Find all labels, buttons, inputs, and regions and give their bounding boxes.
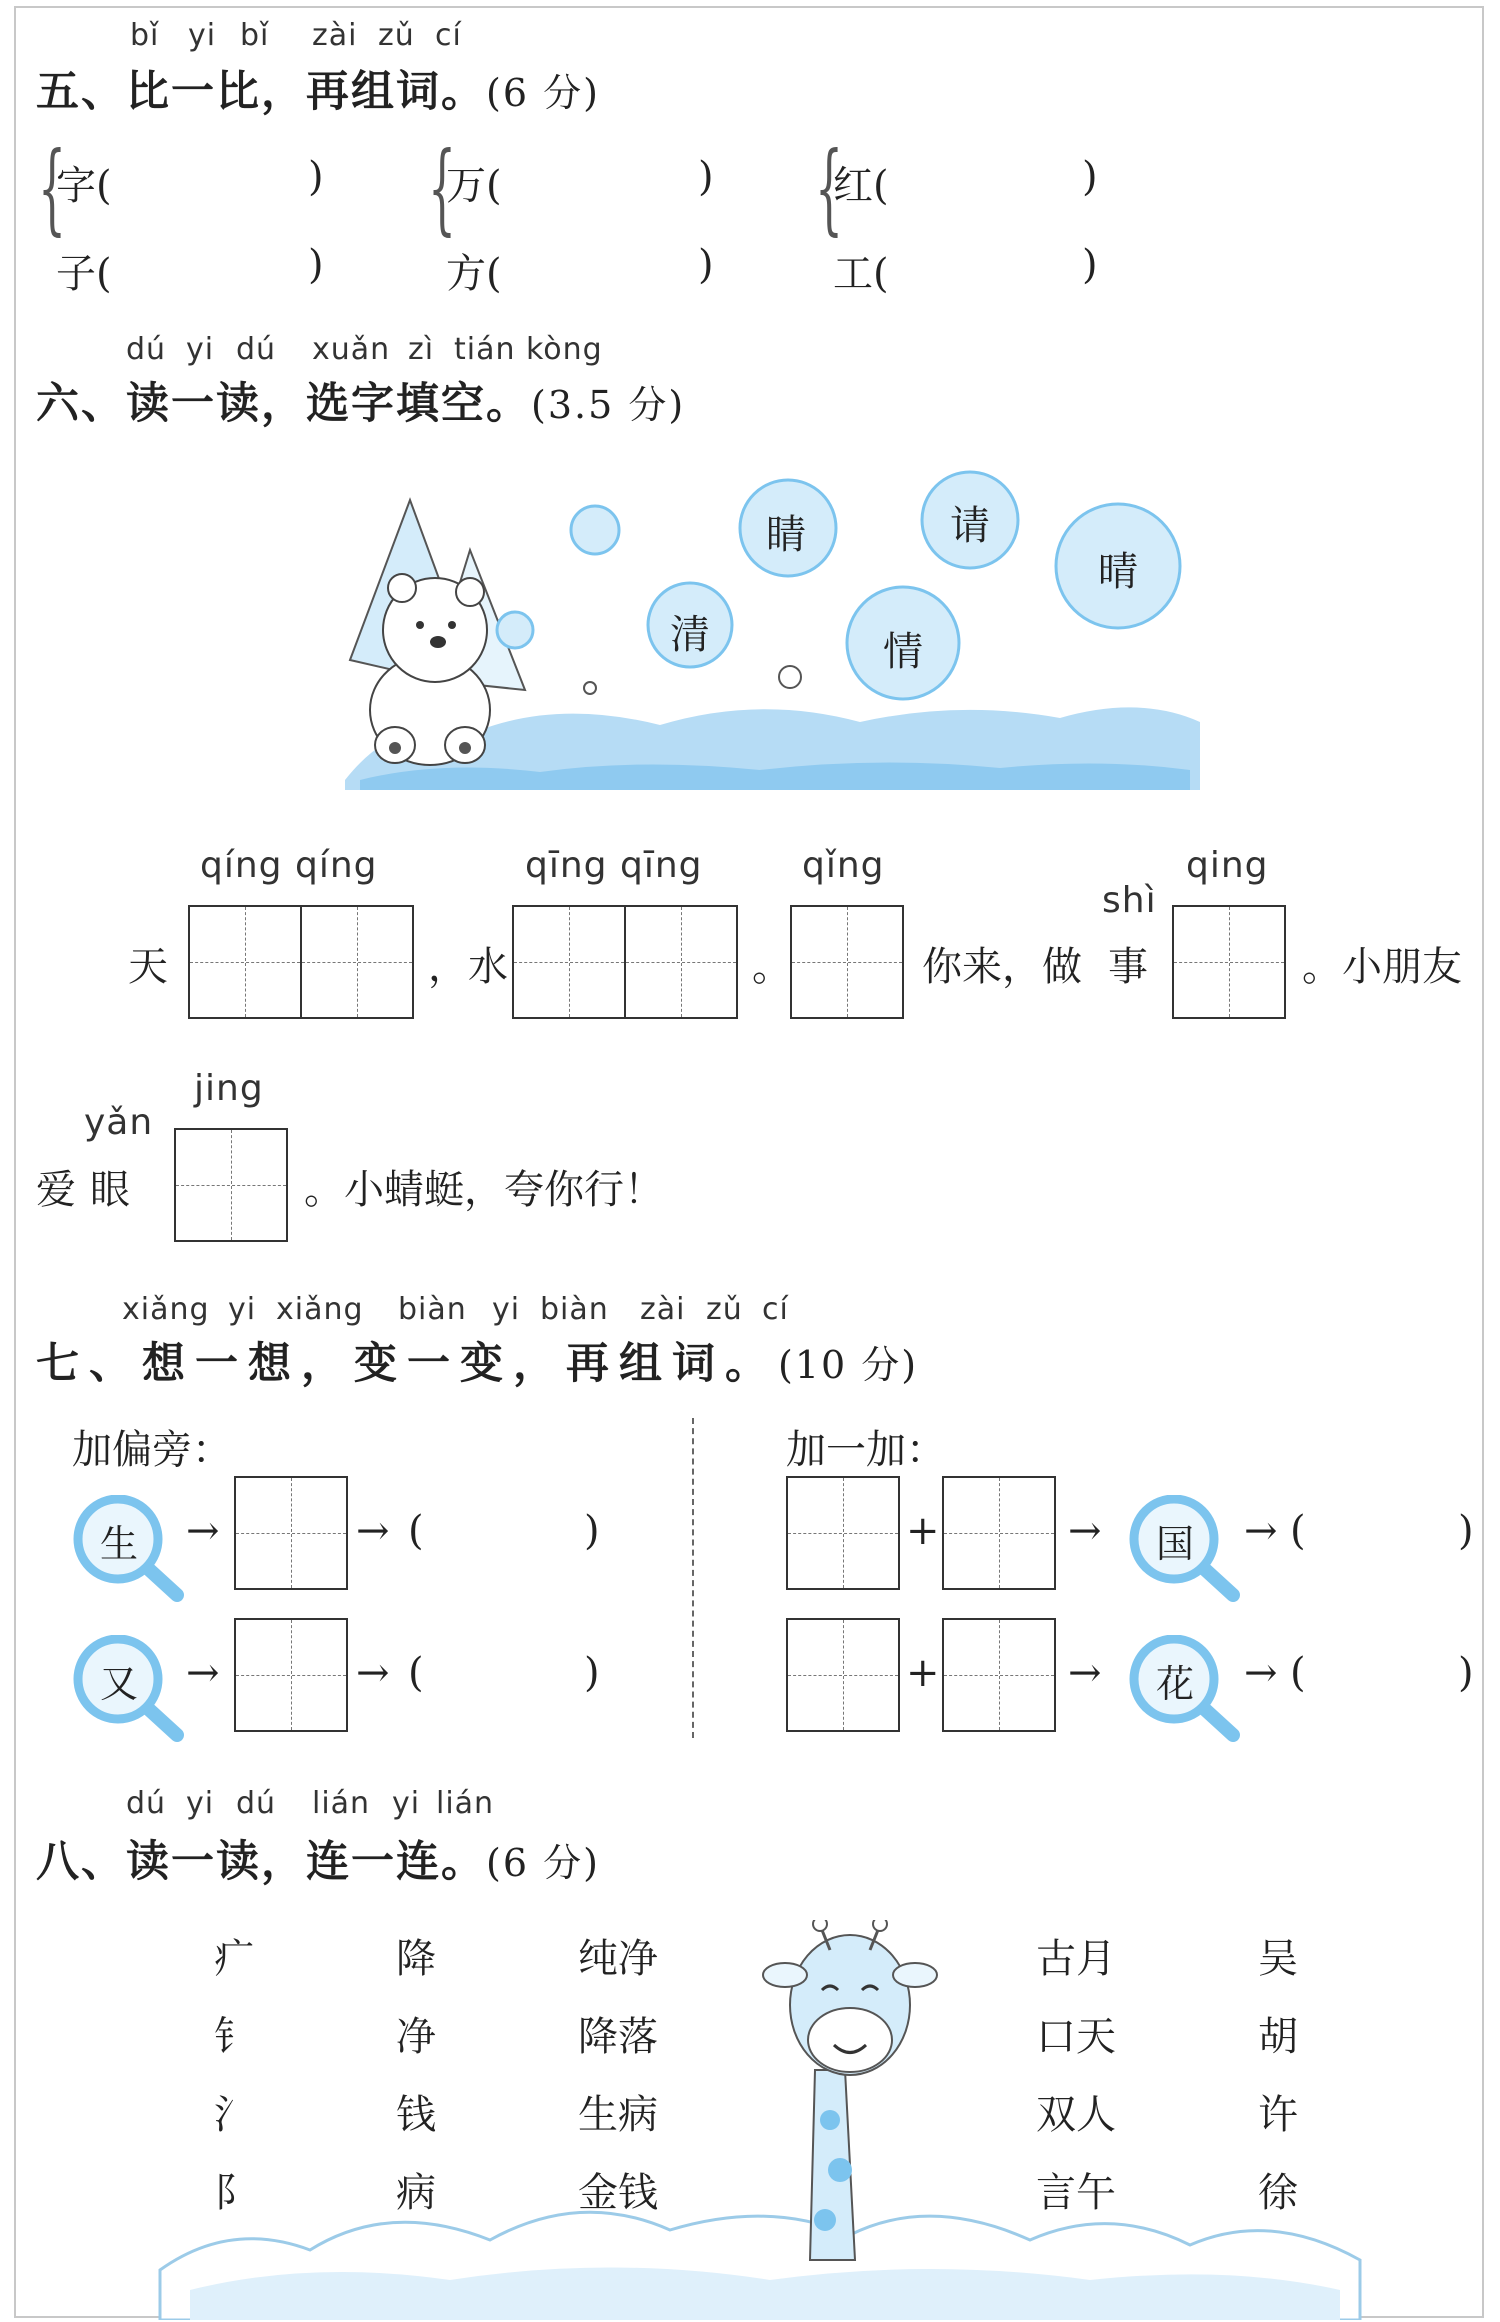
line2-pinyin-yan: yǎn — [84, 1102, 154, 1143]
arrow-icon: → — [1068, 1508, 1102, 1554]
sec5-title-text: 五、比一比，再组词。 — [36, 67, 486, 117]
answer-box[interactable] — [786, 1476, 900, 1590]
list-item[interactable]: 氵 — [214, 2092, 254, 2138]
sec5-pinyin-6: cí — [435, 18, 462, 53]
list-item[interactable]: 吴 — [1258, 1936, 1298, 1982]
answer-box[interactable] — [1172, 905, 1286, 1019]
line1-text-6: 。小朋友 — [1302, 944, 1462, 990]
sec6-title — [36, 370, 685, 431]
sec8-title — [36, 1828, 600, 1889]
list-item[interactable]: 徐 — [1258, 2170, 1298, 2216]
bubble-char-5: 情 — [883, 629, 923, 675]
sec5-title — [36, 58, 600, 119]
sec8-pinyin-2: yi — [186, 1786, 215, 1821]
arrow-icon: → — [186, 1650, 220, 1696]
right-char-1: 国 — [1155, 1522, 1194, 1566]
sec5-pair3-top: 红( — [833, 163, 889, 209]
brace-icon: { — [38, 132, 67, 246]
sec7-pinyin-3: xiǎng — [276, 1292, 364, 1327]
sec6-pinyin-6: tián — [454, 332, 516, 367]
sec7-pinyin-5: yi — [492, 1292, 521, 1327]
column-words — [578, 1920, 658, 2232]
list-item[interactable]: 双人 — [1036, 2092, 1116, 2138]
sec6-pinyin-5: zì — [408, 332, 435, 367]
line1-text-2: ，水 — [428, 944, 508, 990]
sec7-pinyin-8: zǔ — [706, 1292, 743, 1327]
list-item[interactable]: 疒 — [214, 1936, 254, 1982]
column-chars — [396, 1920, 436, 2232]
sec5-pair1-top: 字( — [56, 163, 112, 209]
sec6-pinyin-7: kòng — [526, 332, 603, 367]
sec6-pinyin-1: dú — [126, 332, 167, 367]
line1-text-5: 事 — [1108, 944, 1148, 990]
plus-sign: + — [906, 1508, 940, 1554]
paren-close: ) — [584, 1508, 600, 1554]
line1-text-3: 。 — [752, 944, 792, 990]
answer-box[interactable] — [234, 1618, 348, 1732]
brace-icon: { — [815, 132, 844, 246]
paren-open: ( — [408, 1508, 424, 1554]
paren-open: ( — [1290, 1650, 1306, 1696]
sec5-pair1-bottom-close: ) — [308, 242, 324, 288]
sec5-pair1-bottom: 子( — [56, 251, 112, 297]
line1-pinyin-c: qǐng — [802, 845, 885, 886]
answer-box[interactable] — [300, 905, 414, 1019]
answer-box[interactable] — [174, 1128, 288, 1242]
giraffe-cloud-illustration — [150, 1920, 1370, 2320]
sec5-pinyin-1: bǐ — [130, 18, 160, 53]
line1-pinyin-b: qīng qīng — [525, 845, 703, 886]
column-surnames — [1258, 1920, 1298, 2232]
paren-close: ) — [584, 1650, 600, 1696]
sec7-pinyin-4: biàn — [398, 1292, 467, 1327]
sec5-pair2-top: 万( — [446, 163, 502, 209]
sec8-pinyin-1: dú — [126, 1786, 167, 1821]
list-item[interactable]: 净 — [396, 2014, 436, 2060]
arrow-icon: → — [186, 1508, 220, 1554]
answer-box[interactable] — [942, 1618, 1056, 1732]
sec5-pair3-bottom: 工( — [833, 251, 889, 297]
paren-open: ( — [408, 1650, 424, 1696]
list-item[interactable]: 许 — [1258, 2092, 1298, 2138]
arrow-icon: → — [1068, 1650, 1102, 1696]
sec6-score: (3.5 分) — [531, 383, 686, 427]
sec5-pair1-top-close: ) — [308, 154, 324, 200]
list-item[interactable]: 阝 — [214, 2170, 254, 2216]
bubble-char-3: 晴 — [1098, 549, 1138, 595]
answer-box[interactable] — [942, 1476, 1056, 1590]
list-item[interactable]: 口天 — [1036, 2014, 1116, 2060]
list-item[interactable]: 言午 — [1036, 2170, 1116, 2216]
brace-icon: { — [428, 132, 457, 246]
sec7-title-text: 七、想一想，变一变，再组词。 — [36, 1339, 778, 1389]
answer-box[interactable] — [624, 905, 738, 1019]
list-item[interactable]: 降 — [396, 1936, 436, 1982]
arrow-icon: → — [356, 1650, 390, 1696]
list-item[interactable]: 古月 — [1036, 1936, 1116, 1982]
sec5-pair2-bottom: 方( — [446, 251, 502, 297]
sec7-pinyin-9: cí — [762, 1292, 789, 1327]
line1-pinyin-shi: shì — [1102, 880, 1157, 921]
sec7-pinyin-6: biàn — [540, 1292, 609, 1327]
sec5-score: (6 分) — [486, 71, 600, 115]
line1-pinyin-d: qing — [1186, 845, 1269, 886]
plus-sign: + — [906, 1650, 940, 1696]
sec8-pinyin-5: yi — [392, 1786, 421, 1821]
bubble-char-1: 睛 — [766, 512, 806, 558]
left-char-2: 又 — [99, 1662, 138, 1706]
divider — [692, 1418, 694, 1738]
sec6-pinyin-2: yi — [186, 332, 215, 367]
sec8-score: (6 分) — [486, 1841, 600, 1885]
sec5-pinyin-3: bǐ — [240, 18, 270, 53]
sec6-pinyin-3: dú — [236, 332, 277, 367]
list-item[interactable]: 钅 — [214, 2014, 254, 2060]
list-item[interactable]: 胡 — [1258, 2014, 1298, 2060]
list-item[interactable]: 钱 — [396, 2092, 436, 2138]
sec8-title-text: 八、读一读，连一连。 — [36, 1837, 486, 1887]
sec8-pinyin-4: lián — [312, 1786, 371, 1821]
column-parts — [1036, 1920, 1116, 2232]
sec5-pair3-top-close: ) — [1082, 154, 1098, 200]
arrow-icon: → — [1244, 1650, 1278, 1696]
answer-box[interactable] — [512, 905, 626, 1019]
sec7-pinyin-7: zài — [640, 1292, 686, 1327]
answer-box[interactable] — [786, 1618, 900, 1732]
sec7-pinyin-1: xiǎng — [122, 1292, 210, 1327]
right-label: 加一加： — [786, 1427, 946, 1473]
list-item[interactable]: 病 — [396, 2170, 436, 2216]
line1-text-4: 你来，做 — [922, 944, 1082, 990]
sec7-score: (10 分) — [778, 1343, 919, 1387]
sec6-pinyin-4: xuǎn — [312, 332, 391, 367]
arrow-icon: → — [356, 1508, 390, 1554]
list-item[interactable]: 金钱 — [578, 2170, 658, 2216]
sec5-pinyin-5: zǔ — [378, 18, 415, 53]
sec5-pair2-top-close: ) — [698, 154, 714, 200]
list-item[interactable]: 纯净 — [578, 1936, 658, 1982]
sec7-pinyin-2: yi — [228, 1292, 257, 1327]
paren-close: ) — [1458, 1650, 1474, 1696]
list-item[interactable]: 降落 — [578, 2014, 658, 2060]
right-char-2: 花 — [1155, 1662, 1194, 1706]
line1-pinyin-a: qíng qíng — [200, 845, 378, 886]
answer-box[interactable] — [188, 905, 302, 1019]
arrow-icon: → — [1244, 1508, 1278, 1554]
line2-text-2: 。小蜻蜓，夸你行！ — [304, 1167, 664, 1213]
left-char-1: 生 — [99, 1522, 138, 1566]
line1-text-1: 天 — [128, 944, 168, 990]
sec5-pinyin-2: yi — [188, 18, 217, 53]
sec7-title — [36, 1330, 918, 1391]
sec8-pinyin-3: dú — [236, 1786, 277, 1821]
sec8-pinyin-6: lián — [436, 1786, 495, 1821]
sec5-pair2-bottom-close: ) — [698, 242, 714, 288]
sec5-pair3-bottom-close: ) — [1082, 242, 1098, 288]
paren-open: ( — [1290, 1508, 1306, 1554]
column-radicals — [214, 1920, 254, 2232]
list-item[interactable]: 生病 — [578, 2092, 658, 2138]
sec6-title-text: 六、读一读，选字填空。 — [36, 379, 531, 429]
bubble-char-2: 请 — [950, 503, 990, 549]
sec5-pinyin-4: zài — [312, 18, 358, 53]
paren-close: ) — [1458, 1508, 1474, 1554]
left-label: 加偏旁： — [72, 1427, 232, 1473]
bubble-char-4: 清 — [670, 612, 710, 658]
line2-text-1: 爱眼 — [36, 1167, 144, 1213]
answer-box[interactable] — [234, 1476, 348, 1590]
answer-box[interactable] — [790, 905, 904, 1019]
line2-pinyin-jing: jing — [194, 1068, 264, 1109]
